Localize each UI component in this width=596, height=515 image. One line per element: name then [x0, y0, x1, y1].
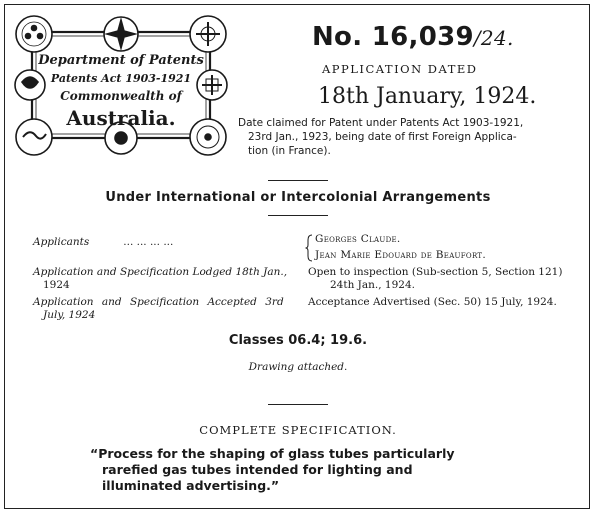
date-claimed-line: tion (in France).	[248, 145, 331, 157]
patent-office-seal	[10, 10, 232, 160]
applicant-name: Georges Claude.	[315, 233, 401, 245]
medallion-bottom-right-icon	[190, 119, 226, 155]
invention-title	[90, 446, 530, 494]
open-inspection-line: 24th Jan., 1924.	[330, 279, 415, 291]
svg-text:Department of Patents: Department of Patents	[38, 53, 204, 68]
acceptance-advertised-text: Acceptance Advertised (Sec. 50) 15 July, 1924.	[308, 296, 557, 308]
applicants-leader-dots: ... ... ... ...	[123, 236, 174, 248]
divider-middle	[268, 404, 328, 405]
applicant-name: Jean Marie Edouard de Beaufort.	[315, 249, 486, 261]
accepted-label	[33, 296, 284, 322]
svg-text:Commonwealth of: Commonwealth of	[60, 89, 182, 103]
accepted-label-line: Application and Specification Accepted 3rd	[33, 296, 284, 308]
medallion-top-left-icon	[16, 16, 52, 52]
invention-title-line: “Process for the shaping of glass tubes particularly	[90, 446, 455, 461]
open-inspection-text	[308, 266, 562, 292]
date-claimed-note	[238, 116, 588, 158]
medallion-mid-left-icon	[15, 70, 45, 100]
applicants-label: Applicants ... ... ... ...	[33, 236, 174, 248]
svg-text:Patents Act 1903-1921: Patents Act 1903-1921	[50, 72, 192, 85]
date-claimed-line: 23rd Jan., 1923, being date of first Foreign Applica-	[248, 131, 517, 143]
medallion-top-right-icon	[190, 16, 226, 52]
application-date: 18th January, 1924.	[318, 84, 537, 109]
patent-number-suffix: /24.	[473, 26, 514, 50]
medallion-top-mid-icon	[104, 17, 138, 51]
drawing-note: Drawing attached.	[248, 361, 348, 373]
application-dated-label: APPLICATION DATED	[322, 62, 478, 76]
classes-line: Classes 06.4; 19.6.	[228, 333, 368, 348]
svg-text:Australia.: Australia.	[66, 106, 176, 130]
divider-top	[268, 180, 328, 181]
lodged-label	[33, 266, 287, 292]
invention-title-line: illuminated advertising.”	[102, 478, 280, 493]
arrangements-heading: Under International or Intercolonial Arrangements	[105, 190, 491, 205]
divider-under-heading	[268, 215, 328, 216]
date-claimed-line: Date claimed for Patent under Patents Act 1903-1921,	[238, 117, 524, 129]
medallion-bottom-left-icon	[16, 119, 52, 155]
lodged-label-line: Application and Specification Lodged 18th Jan.,	[33, 266, 288, 278]
invention-title-line: rarefied gas tubes intended for lighting and	[102, 462, 413, 477]
accepted-label-line: July, 1924	[43, 309, 96, 321]
open-inspection-line: Open to inspection (Sub-section 5, Section 121)	[308, 266, 563, 278]
patent-number: No. 16,039/24.	[312, 22, 514, 52]
complete-specification-heading: COMPLETE SPECIFICATION.	[199, 423, 397, 437]
lodged-label-line: 1924	[43, 279, 70, 291]
brace-icon	[305, 234, 313, 262]
medallion-mid-right-icon	[197, 70, 227, 100]
